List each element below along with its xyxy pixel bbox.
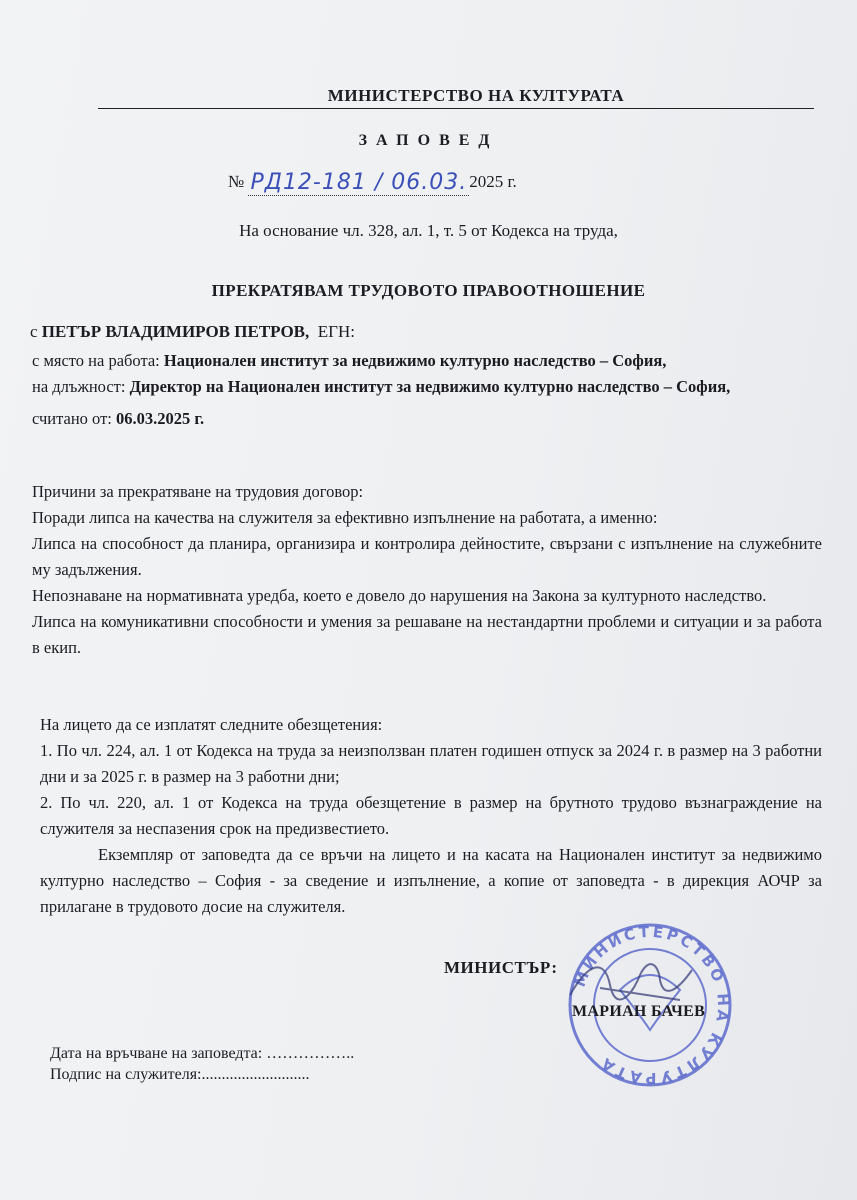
workplace-line: с място на работа: Национален институт за недвижимо културно наследство – София,	[32, 351, 667, 370]
egn-label: ЕГН:	[317, 322, 355, 341]
signatory-title: МИНИСТЪР:	[444, 958, 558, 977]
ministry-header: МИНИСТЕРСТВО НА КУЛТУРАТА	[98, 86, 814, 109]
reasons-intro: Поради липса на качества на служителя за ефективно изпълнение на работата, а именно:	[32, 508, 658, 527]
employee-name-line: с ПЕТЪР ВЛАДИМИРОВ ПЕТРОВ, ЕГН:	[30, 322, 539, 342]
reason-item: Липса на комуникативни способности и умения за решаване на нестандартни проблеми и ситуации и за работа в екип.	[32, 612, 822, 657]
delivery-date-field: Дата на връчване на заповедта: ……………..	[50, 1045, 355, 1062]
compensation-section	[40, 712, 822, 920]
reason-item: Липса на способност да планира, организира и контролира дейностите, свързани с изпълнение на служебните му задължения.	[32, 534, 822, 579]
legal-basis: На основание чл. 328, ал. 1, т. 5 от Кодекса на труда,	[239, 221, 618, 240]
signatory-name: МАРИАН БАЧЕВ	[572, 1003, 706, 1020]
compensation-item: 2. По чл. 220, ал. 1 от Кодекса на труда обезщетение в размер на брутното трудово възнаграждение на служителя за неспазения срок на предизвестието.	[40, 793, 822, 838]
order-number: № РД12-181 / 06.03. 2025 г.	[228, 170, 517, 195]
number-year: 2025 г.	[469, 172, 517, 191]
order-title: ЗАПОВЕД	[358, 132, 499, 149]
handwritten-number: РД12-181 / 06.03.	[250, 170, 468, 195]
egn-redacted	[359, 326, 539, 340]
effective-date-line: считано от: 06.03.2025 г.	[32, 409, 205, 428]
compensation-item: 1. По чл. 224, ал. 1 от Кодекса на труда за неизползван платен годишен отпуск за 2024 г. в размер на 3 работни дни и за 2025 г. в размер на 3 работни дни;	[40, 741, 822, 786]
reasons-section	[32, 479, 822, 661]
compensation-title: На лицето да се изплатят следните обезщетения:	[40, 715, 383, 734]
stamp-text: МИНИСТЕРСТВО НА КУЛТУРАТА	[570, 922, 733, 1088]
delivery-note: Екземпляр от заповедта да се връчи на лицето и на касата на Национален институт за недвижимо културно наследство – София - за сведение и изпълнение, а копие от заповедта - в дирекция АОЧР за прилагане в трудовото досие на служителя.	[40, 845, 822, 916]
employee-name: ПЕТЪР ВЛАДИМИРОВ ПЕТРОВ,	[41, 322, 310, 341]
reasons-title: Причини за прекратяване на трудовия договор:	[32, 482, 364, 501]
action-heading: ПРЕКРАТЯВАМ ТРУДОВОТО ПРАВООТНОШЕНИЕ	[211, 281, 646, 300]
employee-signature-field: Подпис на служителя:...........................	[50, 1066, 310, 1083]
position-line: на длъжност: Директор на Национален институт за недвижимо културно наследство – София,	[32, 377, 731, 396]
reason-item: Непознаване на нормативната уредба, което е довело до нарушения на Закона за културното наследство.	[32, 586, 767, 605]
employment-details	[32, 348, 822, 432]
